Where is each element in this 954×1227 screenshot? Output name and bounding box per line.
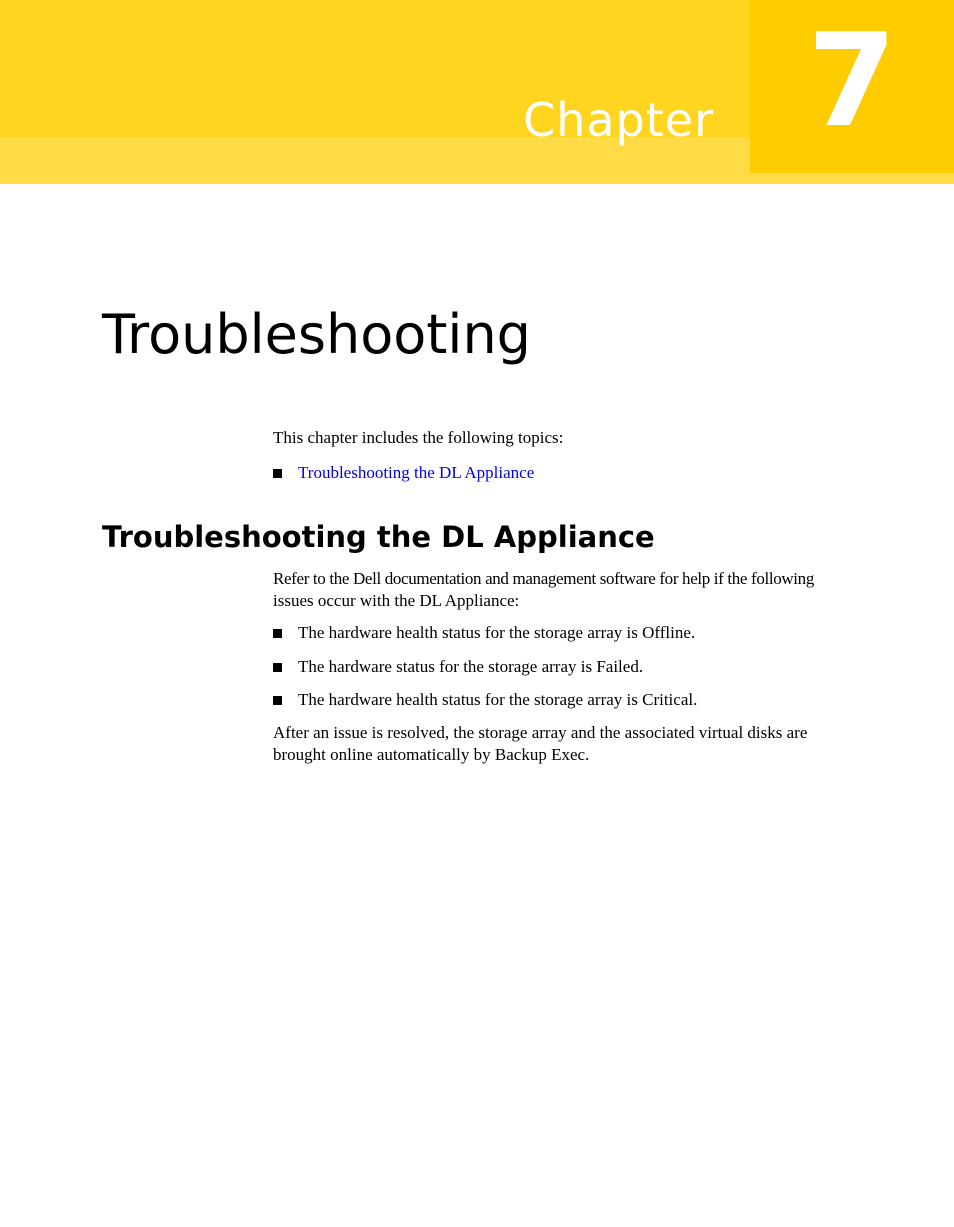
- section-closing-line: After an issue is resolved, the storage array and the associated virtual disks are: [273, 723, 808, 742]
- section-lead-line: Refer to the Dell documentation and management software for help if the following: [273, 569, 814, 588]
- intro-text: This chapter includes the following topics:: [273, 428, 564, 447]
- issue-list-item: [273, 689, 697, 711]
- section-closing-line: brought online automatically by Backup Exec.: [273, 745, 590, 764]
- issue-text: The hardware status for the storage array is Failed.: [298, 657, 644, 676]
- issue-text: The hardware health status for the storage array is Critical.: [298, 690, 698, 709]
- bullet-square-icon: [273, 663, 282, 672]
- issue-list-item: [273, 656, 643, 678]
- bullet-square-icon: [273, 696, 282, 705]
- issue-text: The hardware health status for the storage array is Offline.: [298, 623, 696, 642]
- section-lead: [273, 568, 893, 612]
- section-closing: [273, 722, 893, 766]
- section-heading: Troubleshooting the DL Appliance: [102, 520, 655, 554]
- chapter-label: Chapter: [523, 93, 714, 147]
- topic-link[interactable]: Troubleshooting the DL Appliance: [298, 463, 535, 482]
- chapter-number: 7: [807, 7, 897, 156]
- issue-list-item: [273, 622, 695, 644]
- bullet-square-icon: [273, 469, 282, 478]
- section-lead-line: issues occur with the DL Appliance:: [273, 591, 520, 610]
- topic-list-item: [273, 462, 534, 484]
- bullet-square-icon: [273, 629, 282, 638]
- chapter-title: Troubleshooting: [102, 303, 531, 366]
